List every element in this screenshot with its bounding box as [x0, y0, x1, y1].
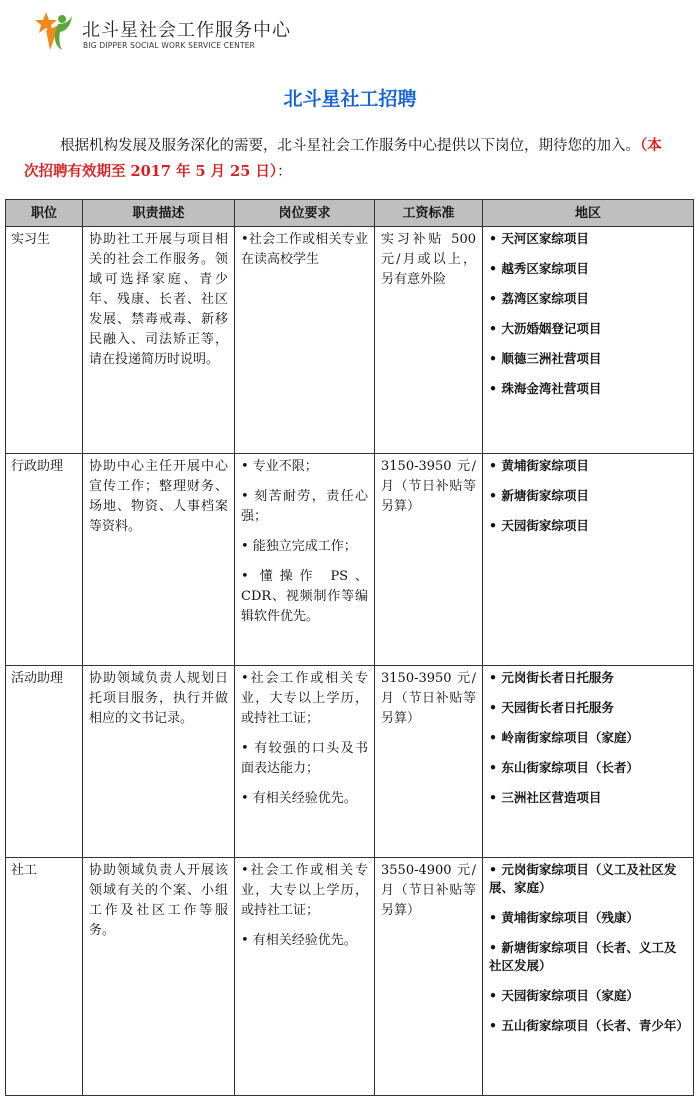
area-item: • 天园街家综项目（家庭） — [489, 988, 639, 1003]
area-item: • 黄埔街家综项目（残康） — [489, 910, 639, 925]
description-cell: 协助中心主任开展中心宣传工作；整理财务、场地、物资、人事档案等资料。 — [83, 454, 235, 666]
requirement-item: • 有相关经验优先。 — [241, 933, 357, 948]
requirement-item: • 懂操作 PS、CDR、视频制作等编辑软件优先。 — [241, 569, 368, 624]
header-salary: 工资标准 — [375, 200, 483, 227]
area-item: • 黄埔街家综项目 — [489, 458, 589, 473]
description-cell: 协助领域负责人规划日托项目服务，执行并做相应的文书记录。 — [83, 666, 235, 858]
area-item: • 荔湾区家综项目 — [489, 291, 589, 306]
position-cell: 实习生 — [6, 227, 83, 454]
requirements-cell — [235, 227, 375, 454]
position-cell: 社工 — [6, 858, 83, 1096]
validity-notice: （本次招聘有效期至 2017 年 5 月 25 日） — [24, 137, 662, 180]
area-item: • 天园街长者日托服务 — [489, 700, 614, 715]
requirement-item: • 专业不限； — [241, 459, 318, 474]
page-title: 北斗星社工招聘 — [283, 88, 417, 110]
table-row — [6, 454, 694, 666]
table-row — [6, 227, 694, 454]
star-person-logo-icon — [32, 10, 76, 52]
logo-chinese-name: 北斗星社会工作服务中心 — [82, 20, 291, 41]
description-cell: 协助社工开展与项目相关的社会工作服务。领域可选择家庭、青少年、残康、长者、社区发展、禁毒戒毒、新移民融入、司法矫正等，请在投递简历时说明。 — [83, 227, 235, 454]
header-area: 地区 — [483, 200, 694, 227]
description-cell: 协助领域负责人开展该领域有关的个案、小组工作及社区工作等服务。 — [83, 858, 235, 1096]
area-item: • 元岗街长者日托服务 — [489, 670, 614, 685]
area-item: • 三洲社区营造项目 — [489, 790, 602, 805]
area-item: • 岭南街家综项目（家庭） — [489, 730, 639, 745]
header-position: 职位 — [6, 200, 83, 227]
area-item: • 越秀区家综项目 — [489, 261, 589, 276]
salary-cell: 3150-3950 元/月（节日补贴等另算） — [375, 454, 483, 666]
recruitment-table — [5, 199, 694, 1096]
requirement-item: •社会工作或相关专业，大专以上学历，或持社工证； — [241, 863, 368, 918]
salary-cell: 3150-3950 元/月（节日补贴等另算） — [375, 666, 483, 858]
requirement-item: • 能独立完成工作； — [241, 539, 357, 554]
header-description: 职责描述 — [83, 200, 235, 227]
areas-cell — [483, 666, 694, 858]
area-item: • 天园街家综项目 — [489, 518, 589, 533]
requirement-item: • 刻苦耐劳，责任心强； — [241, 489, 368, 524]
intro-text: 根据机构发展及服务深化的需要，北斗星社会工作服务中心提供以下岗位，期待您的加入。 — [60, 138, 640, 154]
requirements-cell — [235, 666, 375, 858]
requirement-item: • 有相关经验优先。 — [241, 791, 357, 806]
area-item: • 五山街家综项目（长者、青少年） — [489, 1018, 689, 1033]
area-item: • 珠海金湾社营项目 — [489, 381, 602, 396]
position-cell: 活动助理 — [6, 666, 83, 858]
requirements-cell — [235, 858, 375, 1096]
area-item: • 天河区家综项目 — [489, 231, 589, 246]
salary-cell: 实习补贴 500 元/月或以上，另有意外险 — [375, 227, 483, 454]
requirement-item: •社会工作或相关专业，大专以上学历，或持社工证； — [241, 671, 368, 726]
table-row — [6, 858, 694, 1096]
area-item: • 东山街家综项目（长者） — [489, 760, 639, 775]
logo-english-name: BIG DIPPER SOCIAL WORK SERVICE CENTER — [83, 41, 256, 50]
area-item: • 新塘街家综项目（长者、义工及社区发展） — [489, 940, 677, 973]
header-requirements: 岗位要求 — [235, 200, 375, 227]
area-item: • 新塘街家综项目 — [489, 488, 589, 503]
header-logo — [32, 10, 332, 52]
requirements-cell — [235, 454, 375, 666]
areas-cell — [483, 858, 694, 1096]
intro-paragraph — [24, 133, 674, 185]
area-item: • 元岗街家综项目（义工及社区发展、家庭） — [489, 862, 677, 895]
intro-tail: ： — [277, 164, 292, 180]
position-cell: 行政助理 — [6, 454, 83, 666]
areas-cell — [483, 227, 694, 454]
table-row — [6, 666, 694, 858]
requirement-item: •社会工作或相关专业在读高校学生 — [241, 232, 368, 267]
area-item: • 大沥婚姻登记项目 — [489, 321, 602, 336]
salary-cell: 3550-4900 元/月（节日补贴等另算） — [375, 858, 483, 1096]
areas-cell — [483, 454, 694, 666]
requirement-item: • 有较强的口头及书面表达能力； — [241, 741, 368, 776]
table-header-row — [6, 200, 694, 227]
area-item: • 顺德三洲社营项目 — [489, 351, 602, 366]
